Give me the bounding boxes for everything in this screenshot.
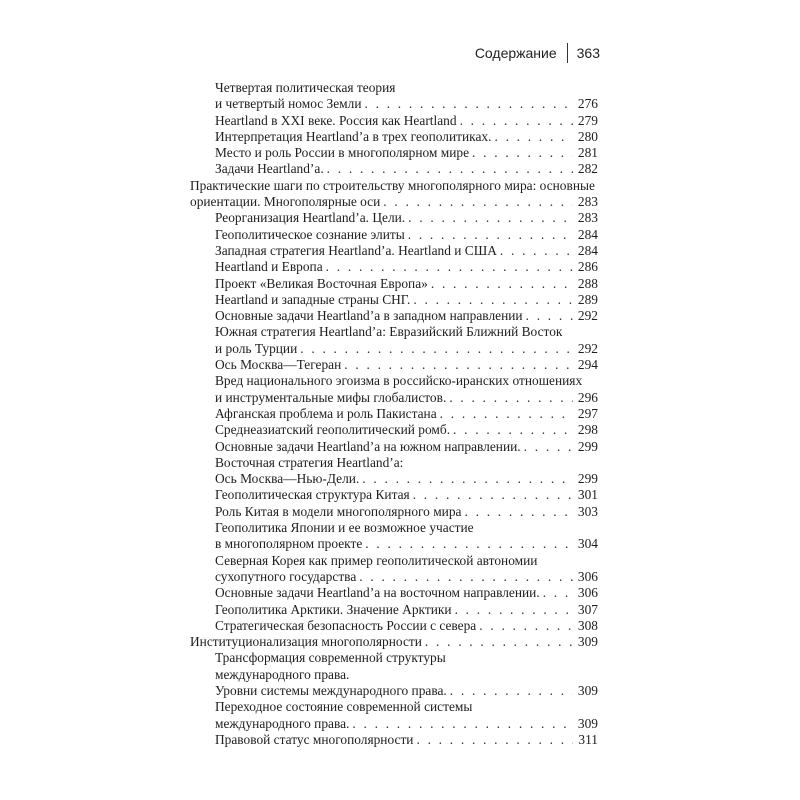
toc-entry-line (215, 406, 598, 422)
toc-entry-line (215, 357, 598, 373)
toc-leader-dots (413, 292, 573, 308)
toc-entry-title: Афганская проблема и роль Пакистана (215, 405, 437, 421)
toc-leader-dots (431, 276, 573, 292)
toc-leader-dots (425, 634, 573, 650)
toc-entry (190, 520, 598, 553)
toc-entry-line (215, 732, 598, 748)
toc-leader-dots (383, 194, 573, 210)
toc-entry (190, 259, 598, 275)
toc-leader-dots (526, 308, 573, 324)
toc-entry-title: Реорганизация Heartland’а. Цели. (215, 210, 406, 226)
toc-entry-page: 299 (577, 438, 598, 454)
toc-entry-page: 292 (577, 340, 598, 356)
toc-entry-title: Проект «Великая Восточная Европа» (215, 275, 428, 291)
toc-leader-dots (408, 210, 573, 226)
toc-entry-page: 309 (577, 634, 598, 650)
toc-entry-page: 296 (577, 389, 598, 405)
toc-entry-line (215, 292, 598, 308)
running-header (475, 42, 600, 64)
toc-entry-title: Практические шаги по строительству многополярного мира: основные (190, 177, 595, 193)
toc-entry-line (215, 341, 598, 357)
toc-entry-line (215, 227, 598, 243)
toc-leader-dots (359, 569, 573, 585)
toc-entry-page: 279 (577, 112, 598, 128)
toc-leader-dots (416, 732, 573, 748)
toc-entry-title: Основные задачи Heartland’а на восточном направлении. (215, 585, 540, 601)
toc-entry (190, 732, 598, 748)
toc-entry-title: Интерпретация Heartland’а в трех геополитиках. (215, 128, 492, 144)
toc-entry-line (215, 618, 598, 634)
toc-entry-title: Геополитика Арктики. Значение Арктики (215, 601, 452, 617)
toc-entry-line (215, 471, 598, 487)
toc-entry-title: Основные задачи Heartland’а в западном направлении (215, 308, 523, 324)
toc-entry-title: Задачи Heartland’а. (215, 161, 324, 177)
toc-leader-dots (413, 487, 573, 503)
toc-leader-dots (524, 439, 573, 455)
toc-leader-dots (494, 129, 573, 145)
toc-entry-page: 280 (577, 128, 598, 144)
toc-entry-line (215, 259, 598, 275)
toc-entry-line (215, 96, 598, 112)
toc-entry (190, 455, 598, 488)
toc-entry-page: 281 (577, 145, 598, 161)
toc-entry-line (215, 390, 598, 406)
toc-leader-dots (408, 227, 573, 243)
toc-entry (190, 129, 598, 145)
toc-entry (190, 487, 598, 503)
toc-entry (190, 178, 598, 211)
toc-entry-line (215, 667, 598, 683)
toc-entry-title: сухопутного государства (215, 568, 357, 584)
toc-entry-title: и роль Турции (215, 340, 298, 356)
toc-entry-title: Ось Москва—Нью-Дели. (215, 471, 360, 487)
toc-entry-title: и инструментальные мифы глобалистов. (215, 389, 447, 405)
toc-entry-page: 298 (577, 422, 598, 438)
toc-entry-line (215, 422, 598, 438)
toc-entry-page: 283 (577, 194, 598, 210)
toc-leader-dots (352, 716, 573, 732)
toc-entry (190, 80, 598, 113)
toc-entry-line (215, 308, 598, 324)
toc-leader-dots (479, 618, 573, 634)
toc-entry-line (215, 553, 598, 569)
toc-entry (190, 113, 598, 129)
toc-entry-title: Трансформация современной структуры (215, 650, 446, 666)
toc-entry (190, 243, 598, 259)
toc-entry-page: 282 (577, 161, 598, 177)
toc-entry (190, 406, 598, 422)
toc-leader-dots (327, 161, 573, 177)
toc-entry-page: 284 (577, 242, 598, 258)
toc-entry (190, 308, 598, 324)
toc-entry-title: Место и роль России в многополярном мире (215, 145, 470, 161)
toc-entry-page: 309 (577, 715, 598, 731)
toc-entry-line (215, 210, 598, 226)
toc-entry-line (215, 585, 598, 601)
toc-leader-dots (365, 96, 574, 112)
toc-entry-line (215, 161, 598, 177)
toc-entry-line (215, 80, 598, 96)
toc-leader-dots (455, 602, 573, 618)
toc-leader-dots (500, 243, 573, 259)
toc-entry (190, 210, 598, 226)
toc-entry-page: 306 (577, 568, 598, 584)
toc-entry-line (215, 602, 598, 618)
toc-entry-title: Западная стратегия Heartland’а. Heartland и США (215, 242, 497, 258)
toc-entry-page: 286 (577, 259, 598, 275)
toc-entry-page: 308 (577, 617, 598, 633)
toc-entry-line (215, 455, 598, 471)
toc-entry-title: Геополитическое сознание элиты (215, 226, 405, 242)
toc-entry (190, 634, 598, 650)
toc-entry-line (215, 129, 598, 145)
header-divider (567, 43, 568, 63)
toc-entry-title: Уровни системы международного права. (215, 682, 447, 698)
toc-entry-line (215, 650, 598, 666)
toc-entry-page: 276 (577, 96, 598, 112)
toc-entry-line (215, 324, 598, 340)
toc-entry-title: международного права. (215, 715, 350, 731)
toc-entry-title: Переходное состояние современной системы (215, 699, 473, 715)
toc-entry (190, 422, 598, 438)
toc-entry-page: 283 (577, 210, 598, 226)
toc-entry-page: 304 (577, 536, 598, 552)
toc-entry-line (215, 504, 598, 520)
toc-entry (190, 161, 598, 177)
toc-entry-title: международного права. (215, 666, 350, 682)
toc-entry-title: Heartland и Европа (215, 259, 323, 275)
toc-entry-page: 288 (577, 275, 598, 291)
toc-entry-title: Вред национального эгоизма в российско-иранских отношениях (215, 373, 583, 389)
toc-leader-dots (440, 406, 573, 422)
toc-entry-line (215, 145, 598, 161)
toc-entry (190, 324, 598, 357)
toc-entry-page: 294 (577, 357, 598, 373)
toc-entry-page: 301 (577, 487, 598, 503)
table-of-contents (190, 80, 598, 748)
toc-entry-title: Среднеазиатский геополитический ромб. (215, 422, 451, 438)
toc-entry-line (215, 569, 598, 585)
toc-entry-page: 284 (577, 226, 598, 242)
toc-leader-dots (460, 113, 573, 129)
toc-entry-title: Heartland в XXI веке. Россия как Heartland (215, 112, 457, 128)
toc-entry-title: в многополярном проекте (215, 536, 363, 552)
toc-entry-title: Четвертая политическая теория (215, 80, 396, 95)
toc-entry-title: Ось Москва—Тегеран (215, 357, 342, 373)
toc-entry-title: Южная стратегия Heartland’а: Евразийский Ближний Восток (215, 324, 563, 340)
toc-entry-line (190, 178, 598, 194)
toc-entry-title: Институционализация многополярности (190, 634, 422, 650)
toc-leader-dots (300, 341, 573, 357)
toc-entry-page: 306 (577, 585, 598, 601)
toc-entry-page: 297 (577, 405, 598, 421)
toc-entry-line (215, 439, 598, 455)
toc-entry-line (190, 194, 598, 210)
toc-entry-title: Геополитическая структура Китая (215, 487, 410, 503)
toc-leader-dots (453, 422, 573, 438)
toc-entry-line (215, 716, 598, 732)
toc-entry (190, 618, 598, 634)
toc-entry-line (215, 373, 598, 389)
toc-leader-dots (450, 683, 573, 699)
toc-entry (190, 439, 598, 455)
toc-entry (190, 292, 598, 308)
page-number: 363 (576, 45, 600, 61)
toc-entry (190, 699, 598, 732)
toc-entry-line (215, 683, 598, 699)
toc-entry (190, 145, 598, 161)
toc-entry (190, 357, 598, 373)
toc-entry-title: Heartland и западные страны СНГ. (215, 291, 411, 307)
toc-entry-line (215, 487, 598, 503)
toc-leader-dots (362, 471, 573, 487)
toc-entry-line (215, 243, 598, 259)
toc-entry-title: Восточная стратегия Heartland’а: (215, 454, 404, 470)
toc-entry-line (215, 276, 598, 292)
toc-entry-line (215, 699, 598, 715)
toc-leader-dots (465, 504, 574, 520)
toc-entry-title: Северная Корея как пример геополитической автономии (215, 552, 538, 568)
toc-entry-line (215, 113, 598, 129)
section-title: Содержание (474, 45, 557, 61)
toc-entry-line (215, 520, 598, 536)
toc-leader-dots (365, 536, 573, 552)
toc-leader-dots (344, 357, 573, 373)
toc-entry-title: Геополитика Японии и ее возможное участие (215, 520, 474, 536)
toc-entry (190, 553, 598, 586)
toc-entry-title: ориентации. Многополярные оси (190, 194, 381, 210)
toc-entry (190, 602, 598, 618)
toc-entry-page: 303 (577, 503, 598, 519)
toc-entry-page: 309 (577, 682, 598, 698)
toc-entry-title: и четвертый номос Земли (215, 96, 362, 112)
toc-entry-title: Роль Китая в модели многополярного мира (215, 503, 462, 519)
toc-leader-dots (449, 390, 573, 406)
toc-entry-line (215, 536, 598, 552)
toc-entry-title: Стратегическая безопасность России с севера (215, 617, 477, 633)
toc-entry-page: 292 (577, 308, 598, 324)
toc-entry (190, 227, 598, 243)
toc-entry (190, 504, 598, 520)
toc-entry (190, 650, 598, 699)
toc-leader-dots (472, 145, 573, 161)
toc-leader-dots (543, 585, 573, 601)
toc-entry-title: Основные задачи Heartland’а на южном направлении. (215, 438, 521, 454)
toc-entry-title: Правовой статус многополярности (215, 731, 414, 747)
toc-entry-page: 311 (578, 731, 598, 747)
toc-entry (190, 373, 598, 406)
toc-entry-page: 307 (577, 601, 598, 617)
toc-entry-page: 299 (577, 471, 598, 487)
toc-entry (190, 585, 598, 601)
toc-leader-dots (326, 259, 573, 275)
toc-entry-page: 289 (577, 291, 598, 307)
toc-entry-line (190, 634, 598, 650)
toc-entry (190, 276, 598, 292)
